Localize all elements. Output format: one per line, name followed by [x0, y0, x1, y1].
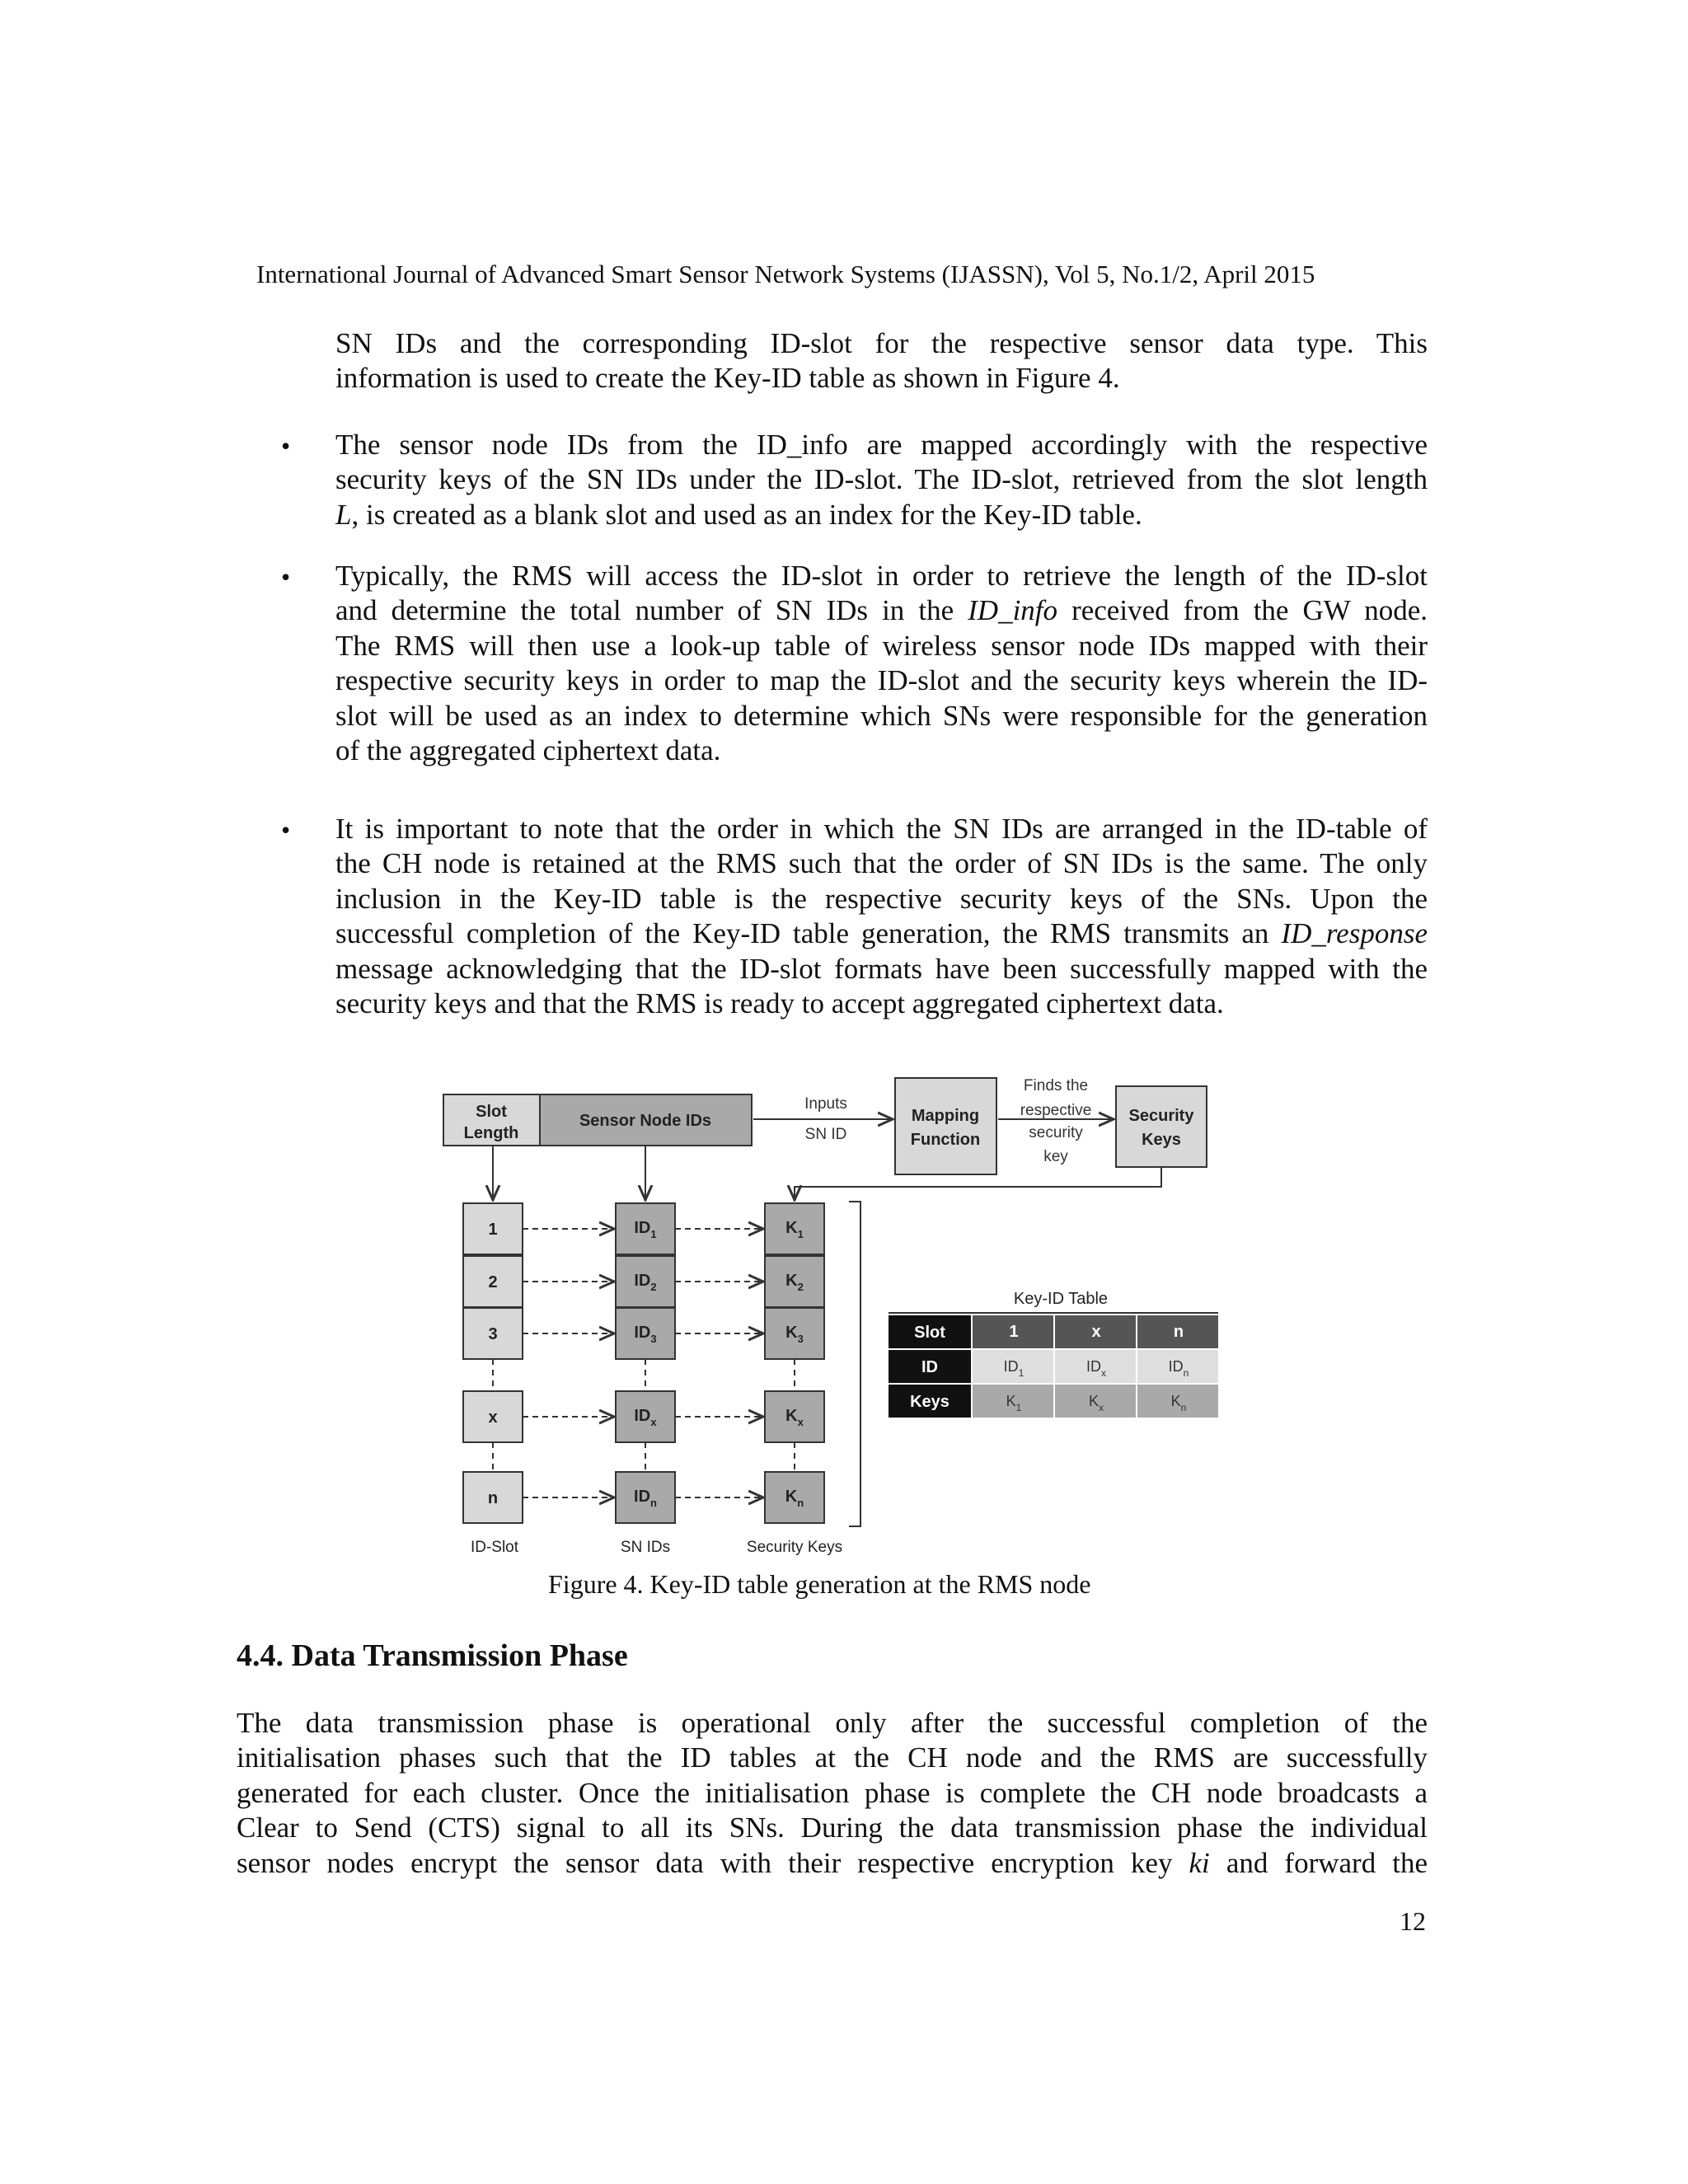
slot-label: 2: [488, 1273, 498, 1291]
text-line: respective security keys in order to map the ID-slot and the security keys wherein the ID-: [335, 664, 1428, 697]
text-span: , is created as a blank slot and used as an index for the Key-ID table.: [351, 498, 1142, 531]
text-line: security keys and that the RMS is ready to accept aggregated ciphertext data.: [335, 987, 1224, 1020]
text-line: Typically, the RMS will access the ID-slot in order to retrieve the length of the ID-slot: [335, 560, 1428, 592]
text-line: of the aggregated ciphertext data.: [335, 734, 721, 767]
slot-label: 1: [488, 1221, 498, 1239]
key-label: $K_2$: [785, 1272, 804, 1293]
text-span: sensor nodes encrypt the sensor data with their respective encryption key: [237, 1846, 1189, 1879]
id-label: $ID_3$: [634, 1324, 657, 1345]
table-cell-label: $ID_n$: [1168, 1358, 1189, 1379]
table-row-head-label: Keys: [910, 1393, 950, 1411]
text-line: The data transmission phase is operational only after the successful completion of the: [237, 1707, 1428, 1739]
security-keys-label: Security: [1128, 1107, 1194, 1125]
bullet-marker: •: [281, 815, 291, 845]
intro-paragraph: [335, 326, 1428, 396]
col-label-sn-ids: SN IDs: [620, 1539, 671, 1556]
key-label: $K_x$: [785, 1407, 804, 1428]
text-span: received from the GW node.: [1057, 594, 1428, 627]
finds-label: key: [1043, 1148, 1068, 1165]
finds-label: Finds the: [1023, 1077, 1089, 1094]
running-header: International Journal of Advanced Smart Sensor Network Systems (IJASSN), Vol 5, No.1/2, April 2015: [256, 260, 1315, 288]
table-cell-label: n: [1173, 1323, 1184, 1341]
finds-label: security: [1029, 1124, 1083, 1141]
table-row-head-label: Slot: [914, 1324, 945, 1342]
text-line: message acknowledging that the ID-slot formats have been successfully mapped with the: [335, 952, 1428, 985]
table-row-head-label: ID: [921, 1358, 938, 1376]
bullet-paragraph-2: [335, 559, 1428, 768]
mapping-function-box: [895, 1078, 996, 1174]
bullet-paragraph-1: [335, 428, 1428, 532]
key-label: $K_1$: [785, 1219, 804, 1240]
text-line: The RMS will then use a look-up table of wireless sensor node IDs mapped with their: [335, 629, 1428, 662]
slot-label: n: [487, 1489, 499, 1507]
italic-text: ID_response: [1281, 917, 1428, 950]
security-keys-box: [1116, 1086, 1207, 1167]
table-cell-label: $K_1$: [1006, 1393, 1022, 1413]
italic-text: ID_info: [968, 594, 1058, 627]
body-paragraph: [237, 1706, 1428, 1881]
table-cell-label: 1: [1009, 1323, 1019, 1341]
text-line: [335, 593, 1428, 628]
col-label-security-keys: Security Keys: [746, 1539, 843, 1556]
bullet-paragraph-3: [335, 812, 1428, 1021]
key-id-table: [889, 1313, 1218, 1418]
finds-label: respective: [1020, 1102, 1092, 1119]
slot-length-label: Length: [463, 1124, 519, 1142]
inputs-label: Inputs: [804, 1095, 847, 1113]
id-label: $ID_n$: [634, 1488, 657, 1509]
text-line: The sensor node IDs from the ID_info are mapped accordingly with the respective: [335, 429, 1428, 461]
inputs-label: SN ID: [804, 1126, 847, 1143]
bullet-marker: •: [281, 431, 291, 461]
text-line: [335, 916, 1428, 951]
text-span: and determine the total number of SN IDs in the: [335, 594, 968, 627]
key-id-table-title: Key-ID Table: [1013, 1290, 1109, 1308]
text-span: and forward the: [1209, 1846, 1428, 1879]
bullet-marker: •: [281, 562, 291, 592]
text-line: SN IDs and the corresponding ID-slot for the respective sensor data type. This: [335, 327, 1428, 359]
slot-length-label: Slot: [476, 1103, 507, 1121]
figure-key-id-diagram: [437, 1071, 1245, 1566]
page-number: 12: [1400, 1906, 1426, 1936]
text-line: the CH node is retained at the RMS such that the order of SN IDs is the same. The only: [335, 847, 1428, 880]
text-line: It is important to note that the order in which the SN IDs are arranged in the ID-table of: [335, 813, 1428, 845]
table-cell-label: x: [1091, 1323, 1101, 1341]
figure-caption: Figure 4. Key-ID table generation at the RMS node: [548, 1569, 1091, 1599]
col-label-id-slot: ID-Slot: [470, 1539, 519, 1556]
sensor-node-ids-label: Sensor Node IDs: [579, 1112, 712, 1130]
table-cell-label: $K_n$: [1170, 1393, 1187, 1413]
security-keys-label: Keys: [1142, 1131, 1181, 1149]
text-line: [237, 1846, 1428, 1881]
slot-label: 3: [488, 1325, 498, 1343]
table-cell-label: $ID_x$: [1086, 1358, 1106, 1379]
text-line: generated for each cluster. Once the initialisation phase is complete the CH node broadcasts a: [237, 1776, 1428, 1809]
grid-bracket: [849, 1202, 860, 1526]
text-line: initialisation phases such that the ID tables at the CH node and the RMS are successfully: [237, 1741, 1428, 1774]
table-cell-label: $K_x$: [1088, 1393, 1104, 1413]
text-line: inclusion in the Key-ID table is the respective security keys of the SNs. Upon the: [335, 882, 1428, 915]
slot-id-key-grid: [463, 1203, 824, 1523]
text-line: security keys of the SN IDs under the ID-slot. The ID-slot, retrieved from the slot length: [335, 463, 1428, 496]
text-span: successful completion of the Key-ID table generation, the RMS transmits an: [335, 917, 1282, 950]
text-line: information is used to create the Key-ID table as shown in Figure 4.: [335, 362, 1120, 395]
text-line: Clear to Send (CTS) signal to all its SNs. During the data transmission phase the individual: [237, 1811, 1428, 1844]
id-label: $ID_1$: [634, 1219, 657, 1240]
mapping-function-label: Function: [910, 1131, 981, 1149]
italic-text: ki: [1189, 1846, 1210, 1879]
id-label: $ID_2$: [634, 1272, 657, 1293]
italic-text: L: [335, 498, 352, 531]
id-label: $ID_x$: [634, 1407, 657, 1428]
text-line: [335, 498, 1428, 532]
slot-label: x: [488, 1408, 498, 1427]
table-cell-label: $ID_1$: [1003, 1358, 1025, 1379]
key-label: $K_n$: [785, 1488, 804, 1509]
key-label: $K_3$: [785, 1324, 804, 1345]
mapping-function-label: Mapping: [911, 1107, 980, 1125]
text-line: slot will be used as an index to determine which SNs were responsible for the generation: [335, 699, 1428, 732]
section-heading: 4.4. Data Transmission Phase: [237, 1638, 628, 1673]
